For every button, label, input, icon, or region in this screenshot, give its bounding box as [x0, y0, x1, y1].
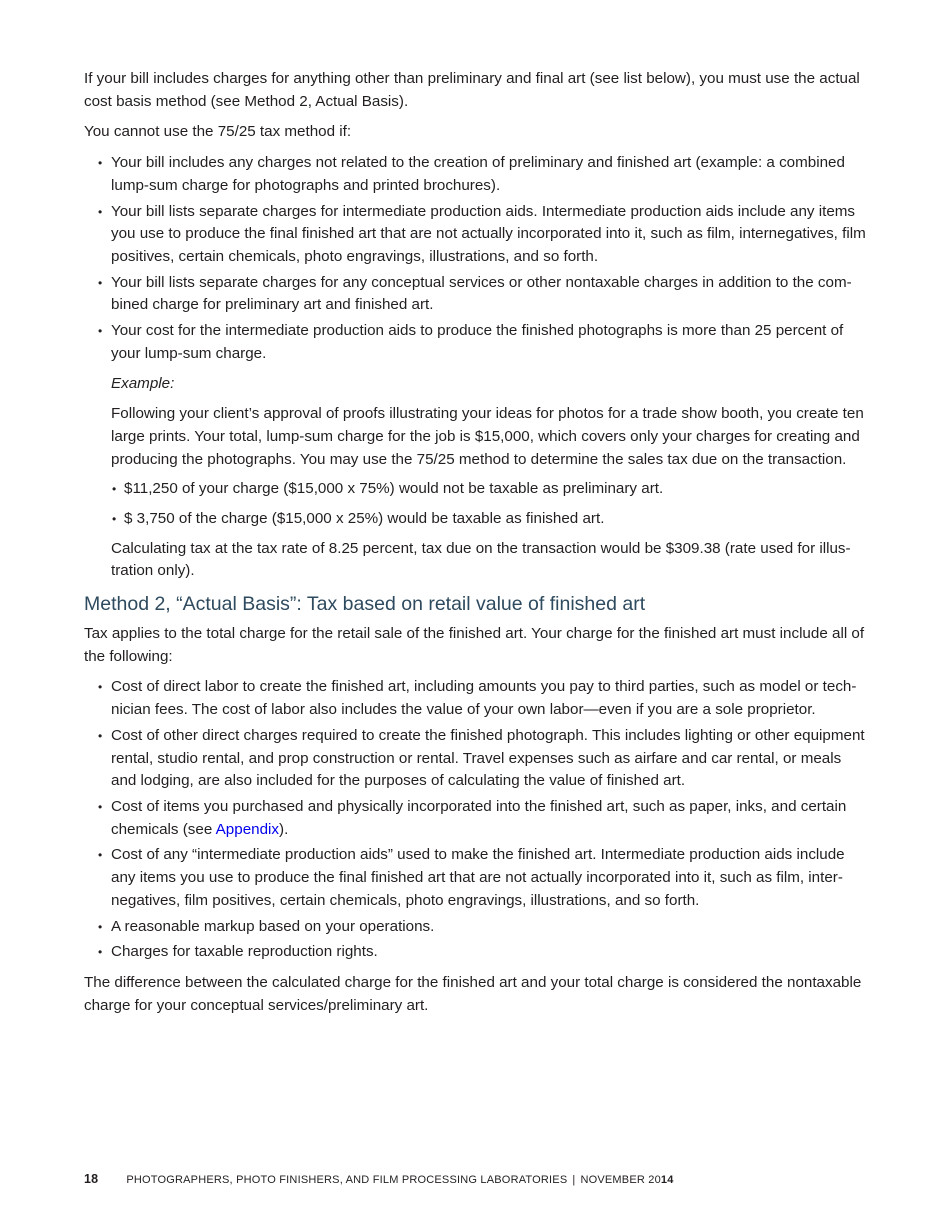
list-item: • Cost of other direct charges required to create the finished photograph. This includes lighting or other equipment rental, studio rental, and prop construction or rental. Travel expenses such as airfare and car rental, or meals and lodging, are also included for the purposes of calculating the value of finished art.	[84, 725, 868, 793]
page-number: 18	[84, 1172, 99, 1186]
list-item: • Your cost for the intermediate production aids to produce the finished photographs is more than 25 percent of your lump-sum charge.	[84, 320, 868, 365]
list-item: • $ 3,750 of the charge ($15,000 x 25%) would be taxable as finished art.	[111, 508, 868, 531]
list-item: • Cost of any “intermediate production aids” used to make the finished art. Intermediate production aids include any items you use to produce the final finished art that are not actually incorporated into it, such as film, internegatives, film positives, certain chemicals, photo engravings, illustrations, and so forth.	[84, 844, 868, 912]
publication-title: PHOTOGRAPHERS, PHOTO FINISHERS, AND FILM PROCESSING LABORATORIES	[126, 1174, 568, 1186]
conditions-list	[84, 152, 868, 365]
method-2-list	[84, 676, 868, 963]
page-footer	[84, 1172, 674, 1186]
list-item: • $11,250 of your charge ($15,000 x 75%) would not be taxable as preliminary art.	[111, 478, 868, 501]
list-item: • Cost of direct labor to create the finished art, including amounts you pay to third parties, such as model or technician fees. The cost of labor also includes the value of your own labor—even if you are a sole proprietor.	[84, 676, 868, 721]
date-suffix: 14	[660, 1174, 674, 1186]
appendix-link[interactable]: Appendix	[215, 820, 280, 838]
example-tax-calculation: Calculating tax at the tax rate of 8.25 percent, tax due on the transaction would be $309.38 (rate used for illustration only).	[111, 539, 851, 580]
document-page	[84, 68, 868, 1017]
example-calculation-list	[111, 478, 868, 530]
method-2-heading: Method 2, “Actual Basis”: Tax based on retail value of finished art	[84, 593, 646, 616]
method-2-intro: Tax applies to the total charge for the retail sale of the finished art. Your charge for the finished art must include all of the following:	[84, 625, 865, 665]
list-item-text: ).	[279, 820, 289, 838]
list-item: • Your bill lists separate charges for any conceptual services or other nontaxable charges in addition to the combined charge for preliminary art and finished art.	[84, 272, 868, 317]
list-item-text: Cost of items you purchased and physically incorporated into the finished art, such as paper, inks, and certain chemicals (see	[111, 797, 847, 838]
example-label: Example:	[111, 375, 175, 393]
publication-date	[580, 1174, 673, 1186]
date-prefix: NOVEMBER 20	[580, 1174, 661, 1186]
example-body: Following your client’s approval of proofs illustrating your ideas for photos for a trade show booth, you create ten large prints. Your total, lump-sum charge for the job is $15,000, which covers only your charges for creating and producing the photographs. You may use the 75/25 method to determine the sales tax due on the transaction.	[111, 405, 864, 468]
intro-paragraph: If your bill includes charges for anything other than preliminary and final art (see list below), you must use the actual cost basis method (see Method 2, Actual Basis).	[84, 70, 860, 110]
example-block	[84, 373, 868, 583]
list-item: • Your bill lists separate charges for intermediate production aids. Intermediate production aids include any items you use to produce the final finished art that are not actually incorporated into it, such as film, internegatives, film positives, certain chemicals, photo engravings, illustrations, and so forth.	[84, 201, 868, 269]
list-item: • A reasonable markup based on your operations.	[84, 916, 868, 939]
condition-lead-in: You cannot use the 75/25 tax method if:	[84, 123, 352, 141]
closing-paragraph: The difference between the calculated charge for the finished art and your total charge is considered the nontaxable charge for your conceptual services/preliminary art.	[84, 973, 862, 1014]
list-item	[84, 796, 868, 841]
footer-separator: |	[572, 1174, 576, 1186]
list-item: • Charges for taxable reproduction rights.	[84, 941, 868, 964]
list-item: • Your bill includes any charges not related to the creation of preliminary and finished art (example: a combined lump-sum charge for photographs and printed brochures).	[84, 152, 868, 197]
